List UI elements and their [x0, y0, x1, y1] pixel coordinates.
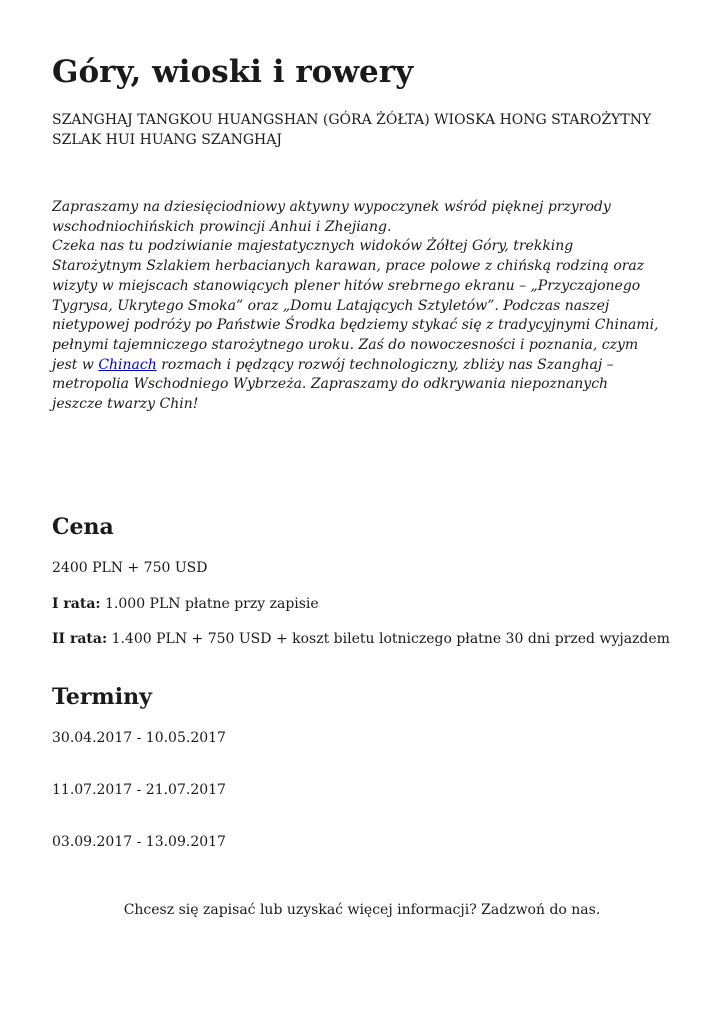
date-item: 11.07.2017 - 21.07.2017: [52, 782, 226, 798]
intro-text-before-link: Czeka nas tu podziwianie majestatycznych widoków Żółtej Góry, trekking Starożytnym Szlakiem herbacianych karawan, prace polowe z chińską rodziną oraz wizyty w miejscach stanowiących plener hitów srebrnego ekranu – „Przyczajonego Tygrysa, Ukrytego Smoka” oraz „Domu Latających Sztyletów”. Podczas naszej nietypowej podróży po Państwie Środka będziemy stykać się z tradycyjnymi Chinami, pełnymi tajemniczego starożytnego uroku. Zaś do nowoczesności i poznania, czym jest w: [52, 238, 659, 373]
installment-1-text: 1.000 PLN płatne przy zapisie: [100, 596, 319, 612]
installment-2-label: II rata:: [52, 631, 108, 647]
intro-line-1: Zapraszamy na dziesięciodniowy aktywny wypoczynek wśród pięknej przyrody wschodniochińskich prowincji Anhui i Zhejiang.: [52, 199, 611, 235]
installment-1-label: I rata:: [52, 596, 101, 612]
intro-text-after-link: rozmach i pędzący rozwój technologiczny, zbliży nas Szanghaj – metropolia Wschodniego Wybrzeża. Zapraszamy do odkrywania niepoznanych jeszcze twarzy Chin!: [52, 356, 614, 413]
intro-paragraph: [52, 198, 662, 415]
contact-footer: Chcesz się zapisać lub uzyskać więcej informacji? Zadzwoń do nas.: [123, 902, 601, 918]
chinach-link[interactable]: Chinach: [98, 356, 157, 373]
price-heading: Cena: [52, 514, 114, 540]
price-total: 2400 PLN + 750 USD: [52, 560, 208, 576]
date-item: 30.04.2017 - 10.05.2017: [52, 730, 226, 746]
dates-heading: Terminy: [52, 684, 152, 710]
installment-2-text: 1.400 PLN + 750 USD + koszt biletu lotniczego płatne 30 dni przed wyjazdem: [107, 631, 670, 647]
installment-1: [52, 594, 319, 614]
date-item: 03.09.2017 - 13.09.2017: [52, 834, 226, 850]
installment-2: [52, 629, 670, 649]
route-subtitle: SZANGHAJ TANGKOU HUANGSHAN (GÓRA ŻÓŁTA) WIOSKA HONG STAROŻYTNY SZLAK HUI HUANG SZANGHAJ: [52, 112, 652, 148]
page-title: Góry, wioski i rowery: [52, 54, 414, 90]
